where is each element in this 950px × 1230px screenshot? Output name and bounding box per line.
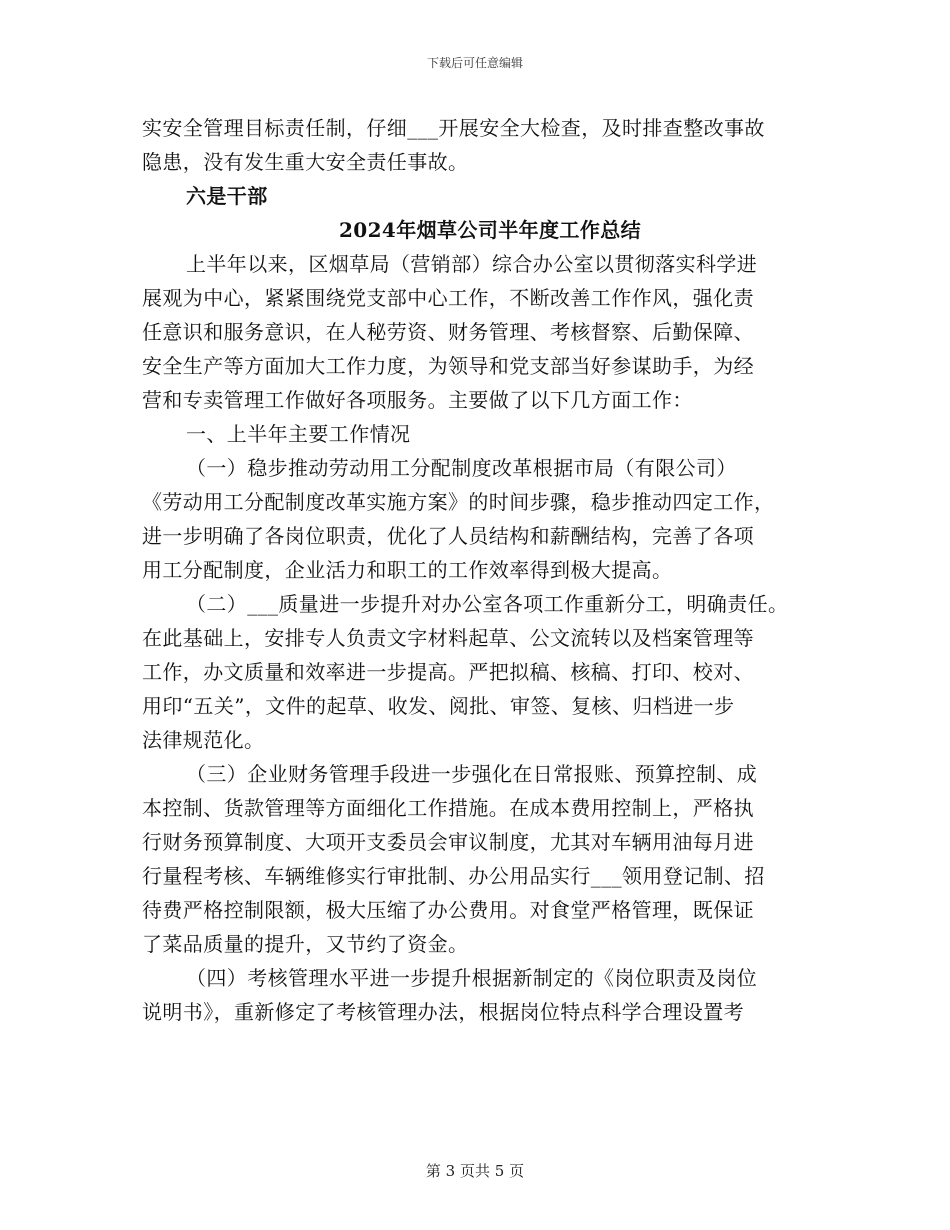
body-line: 进一步明确了各岗位职责，优化了人员结构和薪酬结构，完善了各项 <box>142 524 754 548</box>
body-line: 本控制、货款管理等方面细化工作措施。在成本费用控制上，严格执 <box>142 796 754 820</box>
page-footer: 第 3 页共 5 页 <box>425 1162 525 1180</box>
body-line: 展观为中心，紧紧围绕党支部中心工作，不断改善工作作风，强化责 <box>142 286 754 310</box>
paragraph-first-line: （三）企业财务管理手段进一步强化在日常报账、预算控制、成 <box>186 762 758 786</box>
page-header: 下载后可任意编辑 <box>426 56 523 70</box>
paragraph-first-line: （四）考核管理水平进一步提升根据新制定的《岗位职责及岗位 <box>186 966 758 990</box>
body-line: 行财务预算制度、大项开支委员会审议制度，尤其对车辆用油每月进 <box>142 830 754 854</box>
body-line: 用印“五关”，文件的起草、收发、阅批、审签、复核、归档进一步 <box>142 694 735 718</box>
body-line: 行量程考核、车辆维修实行审批制、办公用品实行___领用登记制、招 <box>142 864 765 888</box>
body-line: 隐患，没有发生重大安全责任事故。 <box>142 150 469 174</box>
section-heading: 六是干部 <box>186 184 268 208</box>
body-line: 安全生产等方面加大工作力度，为领导和党支部当好参谋助手，为经 <box>142 354 754 378</box>
body-line: 用工分配制度，企业活力和职工的工作效率得到极大提高。 <box>142 558 673 582</box>
document-body <box>142 111 808 1029</box>
paragraph-first-line: （一）稳步推动劳动用工分配制度改革根据市局（有限公司） <box>186 456 737 480</box>
body-line: 任意识和服务意识，在人秘劳资、财务管理、考核督察、后勤保障、 <box>142 320 754 344</box>
body-line: 说明书》，重新修定了考核管理办法，根据岗位特点科学合理设置考 <box>142 1000 744 1024</box>
body-line: 了菜品质量的提升，又节约了资金。 <box>142 932 469 956</box>
body-line: 待费严格控制限额，极大压缩了办公费用。对食堂严格管理，既保证 <box>142 898 754 922</box>
paragraph-first-line: （二）___质量进一步提升对办公室各项工作重新分工，明确责任。 <box>186 592 789 616</box>
body-line: 法律规范化。 <box>142 728 265 752</box>
paragraph-first-line: 上半年以来，区烟草局（营销部）综合办公室以贯彻落实科学进 <box>186 252 758 276</box>
body-line: 工作，办文质量和效率进一步提高。严把拟稿、核稿、打印、校对、 <box>142 660 754 684</box>
body-line: 在此基础上，安排专人负责文字材料起草、公文流转以及档案管理等 <box>142 626 754 650</box>
body-line: 营和专卖管理工作做好各项服务。主要做了以下几方面工作： <box>142 388 693 412</box>
section-heading: 一、上半年主要工作情况 <box>186 422 411 446</box>
document-title: 2024年烟草公司半年度工作总结 <box>338 218 642 242</box>
body-line: 《劳动用工分配制度改革实施方案》的时间步骤，稳步推动四定工作， <box>142 490 775 514</box>
body-line: 实安全管理目标责任制，仔细___开展安全大检查，及时排查整改事故 <box>142 116 765 140</box>
